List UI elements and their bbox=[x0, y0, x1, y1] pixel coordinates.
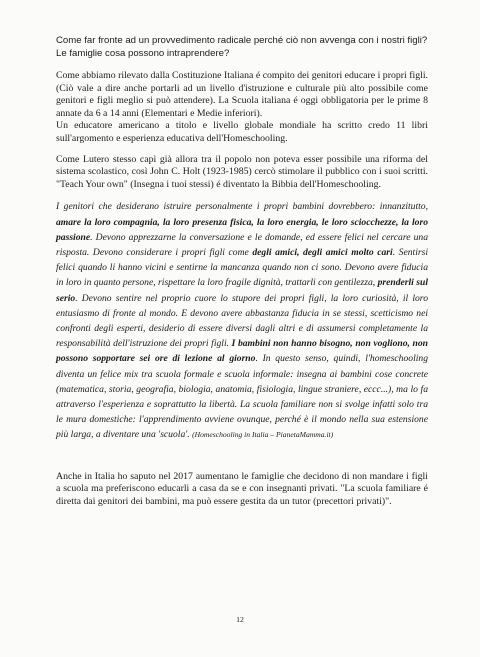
quote-text-2: . Devono apprezzarne la conversazione e le domande, ed essere felici nel cercare una risposta. Devono considerare i propri figli come bbox=[56, 231, 428, 258]
quote-text-3: . Sentirsi felici quando li hanno vicini e sentirne la mancanza quando non ci sono. Devono avere fiducia in loro in quanto persone, rispettare la loro fragile dignità, trattarli con gentilezza, bbox=[56, 246, 429, 289]
paragraph-italy-2017: Anche in Italia ho saputo nel 2017 aumentano le famiglie che decidono di non mandare i figli a scuola ma preferiscono educarli a casa da se e con insegnanti privati. "La scuola familiare é diretta dai genitori dei bambini, ma può essere gestita da un tutor (precettori privati)". bbox=[56, 470, 428, 507]
quote-bold-1: amare la loro compagnia, la loro presenza fisica, la loro energia, le loro sciocchezze, la loro passione bbox=[56, 216, 428, 243]
paragraph-holt: Come Lutero stesso capì già allora tra il popolo non poteva esser possibile una riforma del sistema scolastico, così John C. Holt (1923-1985) cercò stimolare il pubblico con i suoi scritti. "Teach Your own" (Insegna i tuoi stessi) é diventato la Bibbia dell'Homeschooling. bbox=[56, 153, 428, 190]
quote-bold-2: degli amici, degli amici molto cari bbox=[252, 246, 393, 258]
quote-text-4: . Devono sentire nel proprio cuore lo stupore dei propri figli, la loro curiosità, il loro entusiasmo di fronte al mondo. E devono avere abbastanza fiducia in se stessi, scetticismo nei confronti degli esperti, desiderio di essere diversi dagli altri e di assumersi completamente la responsabilità dell'istruzione dei propri figli. bbox=[56, 292, 428, 350]
quote-text-5: . In questo senso, quindi, l'homeschooling diventa un felice mix tra scuola formale e scuola informale: insegna ai bambini cose concrete (matematica, storia, geografia, biologia, anatomia, fisiologia, lingue straniere, eccc...), ma lo fa attraverso l'esperienza e soprattutto la libertà. La scuola familiare non si svolge infatti solo tra le mura domestiche: l'apprendimento avviene ovunque, perché è il mondo nella sua estensione più larga, a diventare una 'scuola'. bbox=[56, 353, 428, 441]
quote-text-1: I genitori che desiderano istruire personalmente i propri bambini dovrebbero: innanzitutto, bbox=[56, 201, 428, 213]
document-page bbox=[56, 34, 428, 508]
paragraph-constitution-text: Come abbiamo rilevato dalla Costituzione Italiana é compito dei genitori educare i propri figli. (Ciò vale a dire anche portarli ad un livello d'istruzione e culturale più alto possibile come genitori e figli meglio si può attendere). La Scuola italiana é oggi obbligatoria per le prime 8 annate da 6 a 14 anni (Elementari e Medie inferiori). bbox=[56, 70, 428, 119]
quote-source: (Homeschooling in Italia – PianetaMamma.it) bbox=[192, 430, 334, 440]
section-heading: Come far fronte ad un provvedimento radicale perché ciò non avvenga con i nostri figli? Le famiglie cosa possono intraprendere? bbox=[56, 35, 428, 59]
page-number: 12 bbox=[236, 615, 244, 624]
quote-bold-3: prenderli sul serio bbox=[56, 277, 428, 304]
paragraph-constitution bbox=[56, 70, 428, 146]
paragraph-educator-text: Un educatore americano a titolo e livello globale mondiale ha scritto credo 11 libri sull'argomento e esperienza educativa dell'Homeschooling. bbox=[56, 120, 428, 144]
quote-block bbox=[56, 199, 428, 442]
quote-bold-4: I bambini non hanno bisogno, non vogliono, non possono sopportare sei ore di lezione al giorno bbox=[56, 338, 428, 365]
